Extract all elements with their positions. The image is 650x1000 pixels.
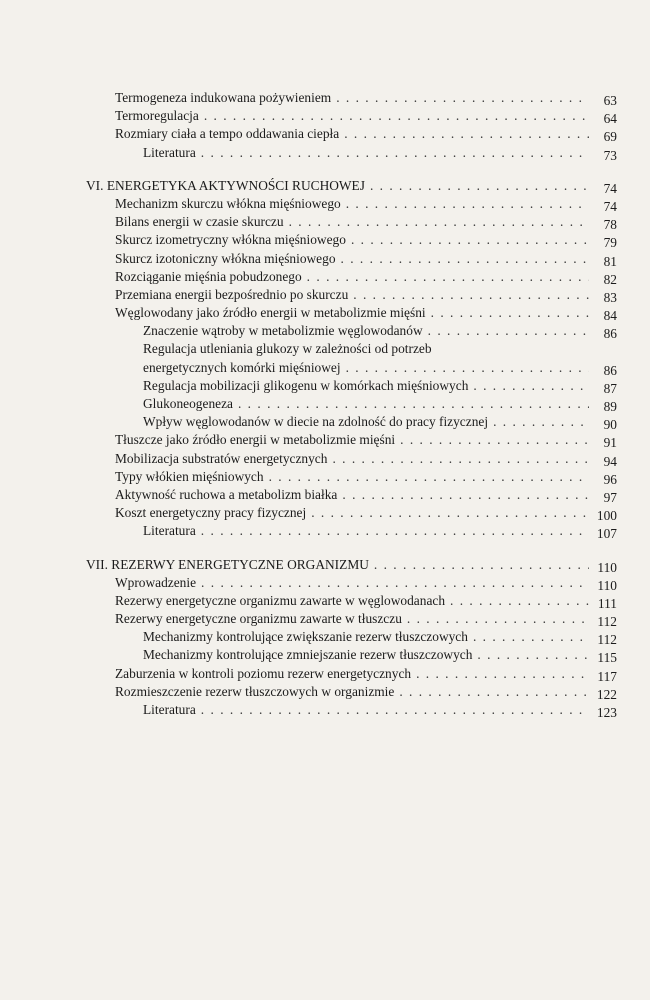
dot-leader [201,522,589,540]
dot-leader [473,628,589,646]
dot-leader [493,413,589,431]
toc-subentry[interactable] [0,395,617,413]
toc-entry[interactable] [0,268,617,286]
section-gap [0,162,650,177]
dot-leader [353,286,589,304]
page-number: 117 [597,668,617,684]
dot-leader [428,322,589,340]
dot-leader [346,359,589,377]
page-number: 89 [603,399,617,414]
toc-entry[interactable] [0,610,617,628]
entry-title: Termoregulacja [115,108,199,124]
toc-subentry[interactable] [0,340,617,358]
toc-section [0,556,650,720]
toc-entry[interactable] [0,504,617,522]
page-number: 69 [603,129,617,145]
entry-title: Rozciąganie mięśnia pobudzonego [115,268,302,284]
entry-title: Rezerwy energetyczne organizmu zawarte w węglowodanach [115,592,446,608]
entry-title: energetycznych komórki mięśniowej [143,359,341,375]
toc-subentry[interactable] [0,144,617,162]
toc-subentry[interactable] [0,377,617,395]
entry-title: Przemiana energii bezpośrednio po skurczu [115,286,349,302]
page-number: 107 [596,526,617,542]
toc-entry[interactable] [0,450,617,468]
toc-entry[interactable] [0,231,617,249]
entry-title: Literatura [143,523,196,539]
page-number: 74 [603,180,617,196]
page-number: 111 [597,595,617,611]
toc-entry[interactable] [0,213,617,231]
dot-leader [307,268,589,286]
entry-title: Typy włókien mięśniowych [115,468,264,484]
dot-leader [431,304,589,322]
dot-leader [204,107,589,125]
dot-leader [201,144,589,162]
page-number: 81 [603,253,617,269]
page-number: 112 [597,632,617,648]
dot-leader [477,646,589,664]
dot-leader [289,213,589,231]
toc-entry[interactable] [0,468,617,486]
toc-entry[interactable] [0,431,617,449]
page-number: 74 [603,198,617,214]
entry-title: Rezerwy energetyczne organizmu zawarte w tłuszczu [115,611,402,627]
page-number: 87 [603,380,617,396]
dot-leader [407,610,589,628]
toc-entry[interactable] [0,250,617,268]
page-number: 86 [603,326,617,342]
entry-title: Wprowadzenie [115,574,197,590]
dot-leader [336,89,589,107]
dot-leader [332,450,589,468]
entry-title: Węglowodany jako źródło energii w metabolizmie mięśni [115,305,426,321]
entry-title: Regulacja mobilizacji glikogenu w komórkach mięśniowych [143,377,469,393]
dot-leader [374,556,589,574]
entry-title: Regulacja utleniania glukozy w zależności od potrzeb [143,341,432,357]
dot-leader [201,701,589,719]
page-number: 96 [603,471,617,487]
entry-title: VI. ENERGETYKA AKTYWNOŚCI RUCHOWEJ [86,177,365,193]
toc-subentry[interactable] [0,522,617,540]
entry-title: Tłuszcze jako źródło energii w metabolizmie mięśni [115,432,396,448]
entry-title: Literatura [143,702,196,717]
dot-leader [346,195,589,213]
page-number: 122 [596,686,617,702]
entry-title: Koszt energetyczny pracy fizycznej [115,505,307,521]
toc-section [0,89,650,162]
dot-leader [311,504,589,522]
page-number: 110 [597,577,617,593]
toc-entry[interactable] [0,486,617,504]
entry-title: Termogeneza indukowana pożywieniem [115,90,332,105]
entry-title: Zaburzenia w kontroli poziomu rezerw energetycznych [115,665,412,681]
dot-leader [342,486,589,504]
entry-title: Rozmiary ciała a tempo oddawania ciepła [115,126,340,142]
dot-leader [370,177,589,195]
toc-subentry[interactable] [0,359,617,377]
dot-leader [238,395,589,413]
dot-leader [399,683,589,701]
dot-leader [473,377,589,395]
page-number: 123 [596,705,617,720]
toc-entry[interactable] [0,195,617,213]
page-number: 110 [597,559,617,575]
entry-title: Wpływ węglowodanów w diecie na zdolność do pracy fizycznej [143,414,489,430]
dot-leader [400,431,589,449]
entry-title: Bilans energii w czasie skurczu [115,214,284,230]
page-number: 83 [603,289,617,305]
page-number: 86 [603,362,617,378]
toc-entry[interactable] [0,89,617,107]
toc-entry[interactable] [0,574,617,592]
toc-subentry[interactable] [0,628,617,646]
page-number: 64 [603,111,617,127]
entry-title: Mobilizacja substratów energetycznych [115,450,328,466]
entry-title: Mechanizm skurczu włókna mięśniowego [115,195,341,211]
page-number: 97 [603,489,617,505]
dot-leader [201,574,589,592]
page-number: 79 [603,235,617,251]
page-number: 90 [603,417,617,433]
page-number: 78 [603,217,617,233]
toc-subentry[interactable] [0,413,617,431]
toc-entry[interactable] [0,665,617,683]
entry-title: Skurcz izotoniczny włókna mięśniowego [115,250,336,266]
entry-title: Mechanizmy kontrolujące zwiększanie rezerw tłuszczowych [143,629,468,645]
entry-title: Znaczenie wątroby w metabolizmie węglowodanów [143,323,423,339]
toc-entry[interactable] [0,304,617,322]
entry-title: Rozmieszczenie rezerw tłuszczowych w organizmie [115,683,395,699]
page-number: 94 [603,453,617,469]
entry-title: Aktywność ruchowa a metabolizm białka [115,486,338,502]
entry-title: Mechanizmy kontrolujące zmniejszanie rezerw tłuszczowych [143,647,473,663]
page-number: 73 [603,147,617,163]
toc-entry[interactable] [0,683,617,701]
toc-subentry[interactable] [0,646,617,664]
toc-section [0,177,650,541]
dot-leader [450,592,589,610]
entry-title: VII. REZERWY ENERGETYCZNE ORGANIZMU [86,556,369,572]
toc-subentry[interactable] [0,322,617,340]
page-number: 112 [597,614,617,630]
dot-leader [341,250,589,268]
dot-leader [416,665,589,683]
toc-entry[interactable] [0,107,617,125]
toc-entry[interactable] [0,125,617,143]
section-gap [0,541,650,556]
dot-leader [269,468,589,486]
page-number: 91 [603,435,617,451]
entry-title: Glukoneogeneza [143,396,233,411]
chapter-heading[interactable] [0,556,617,574]
page-number: 63 [603,93,617,108]
chapter-heading[interactable] [0,177,617,195]
toc-entry[interactable] [0,592,617,610]
toc-subentry[interactable] [0,701,617,719]
entry-title: Literatura [143,144,196,160]
page-number: 115 [597,650,617,666]
dot-leader [344,125,589,143]
dot-leader [351,231,589,249]
table-of-contents [0,89,650,719]
page-number: 84 [603,308,617,324]
page-number: 82 [603,271,617,287]
toc-entry[interactable] [0,286,617,304]
entry-title: Skurcz izometryczny włókna mięśniowego [115,232,346,248]
page-number: 100 [596,508,617,524]
